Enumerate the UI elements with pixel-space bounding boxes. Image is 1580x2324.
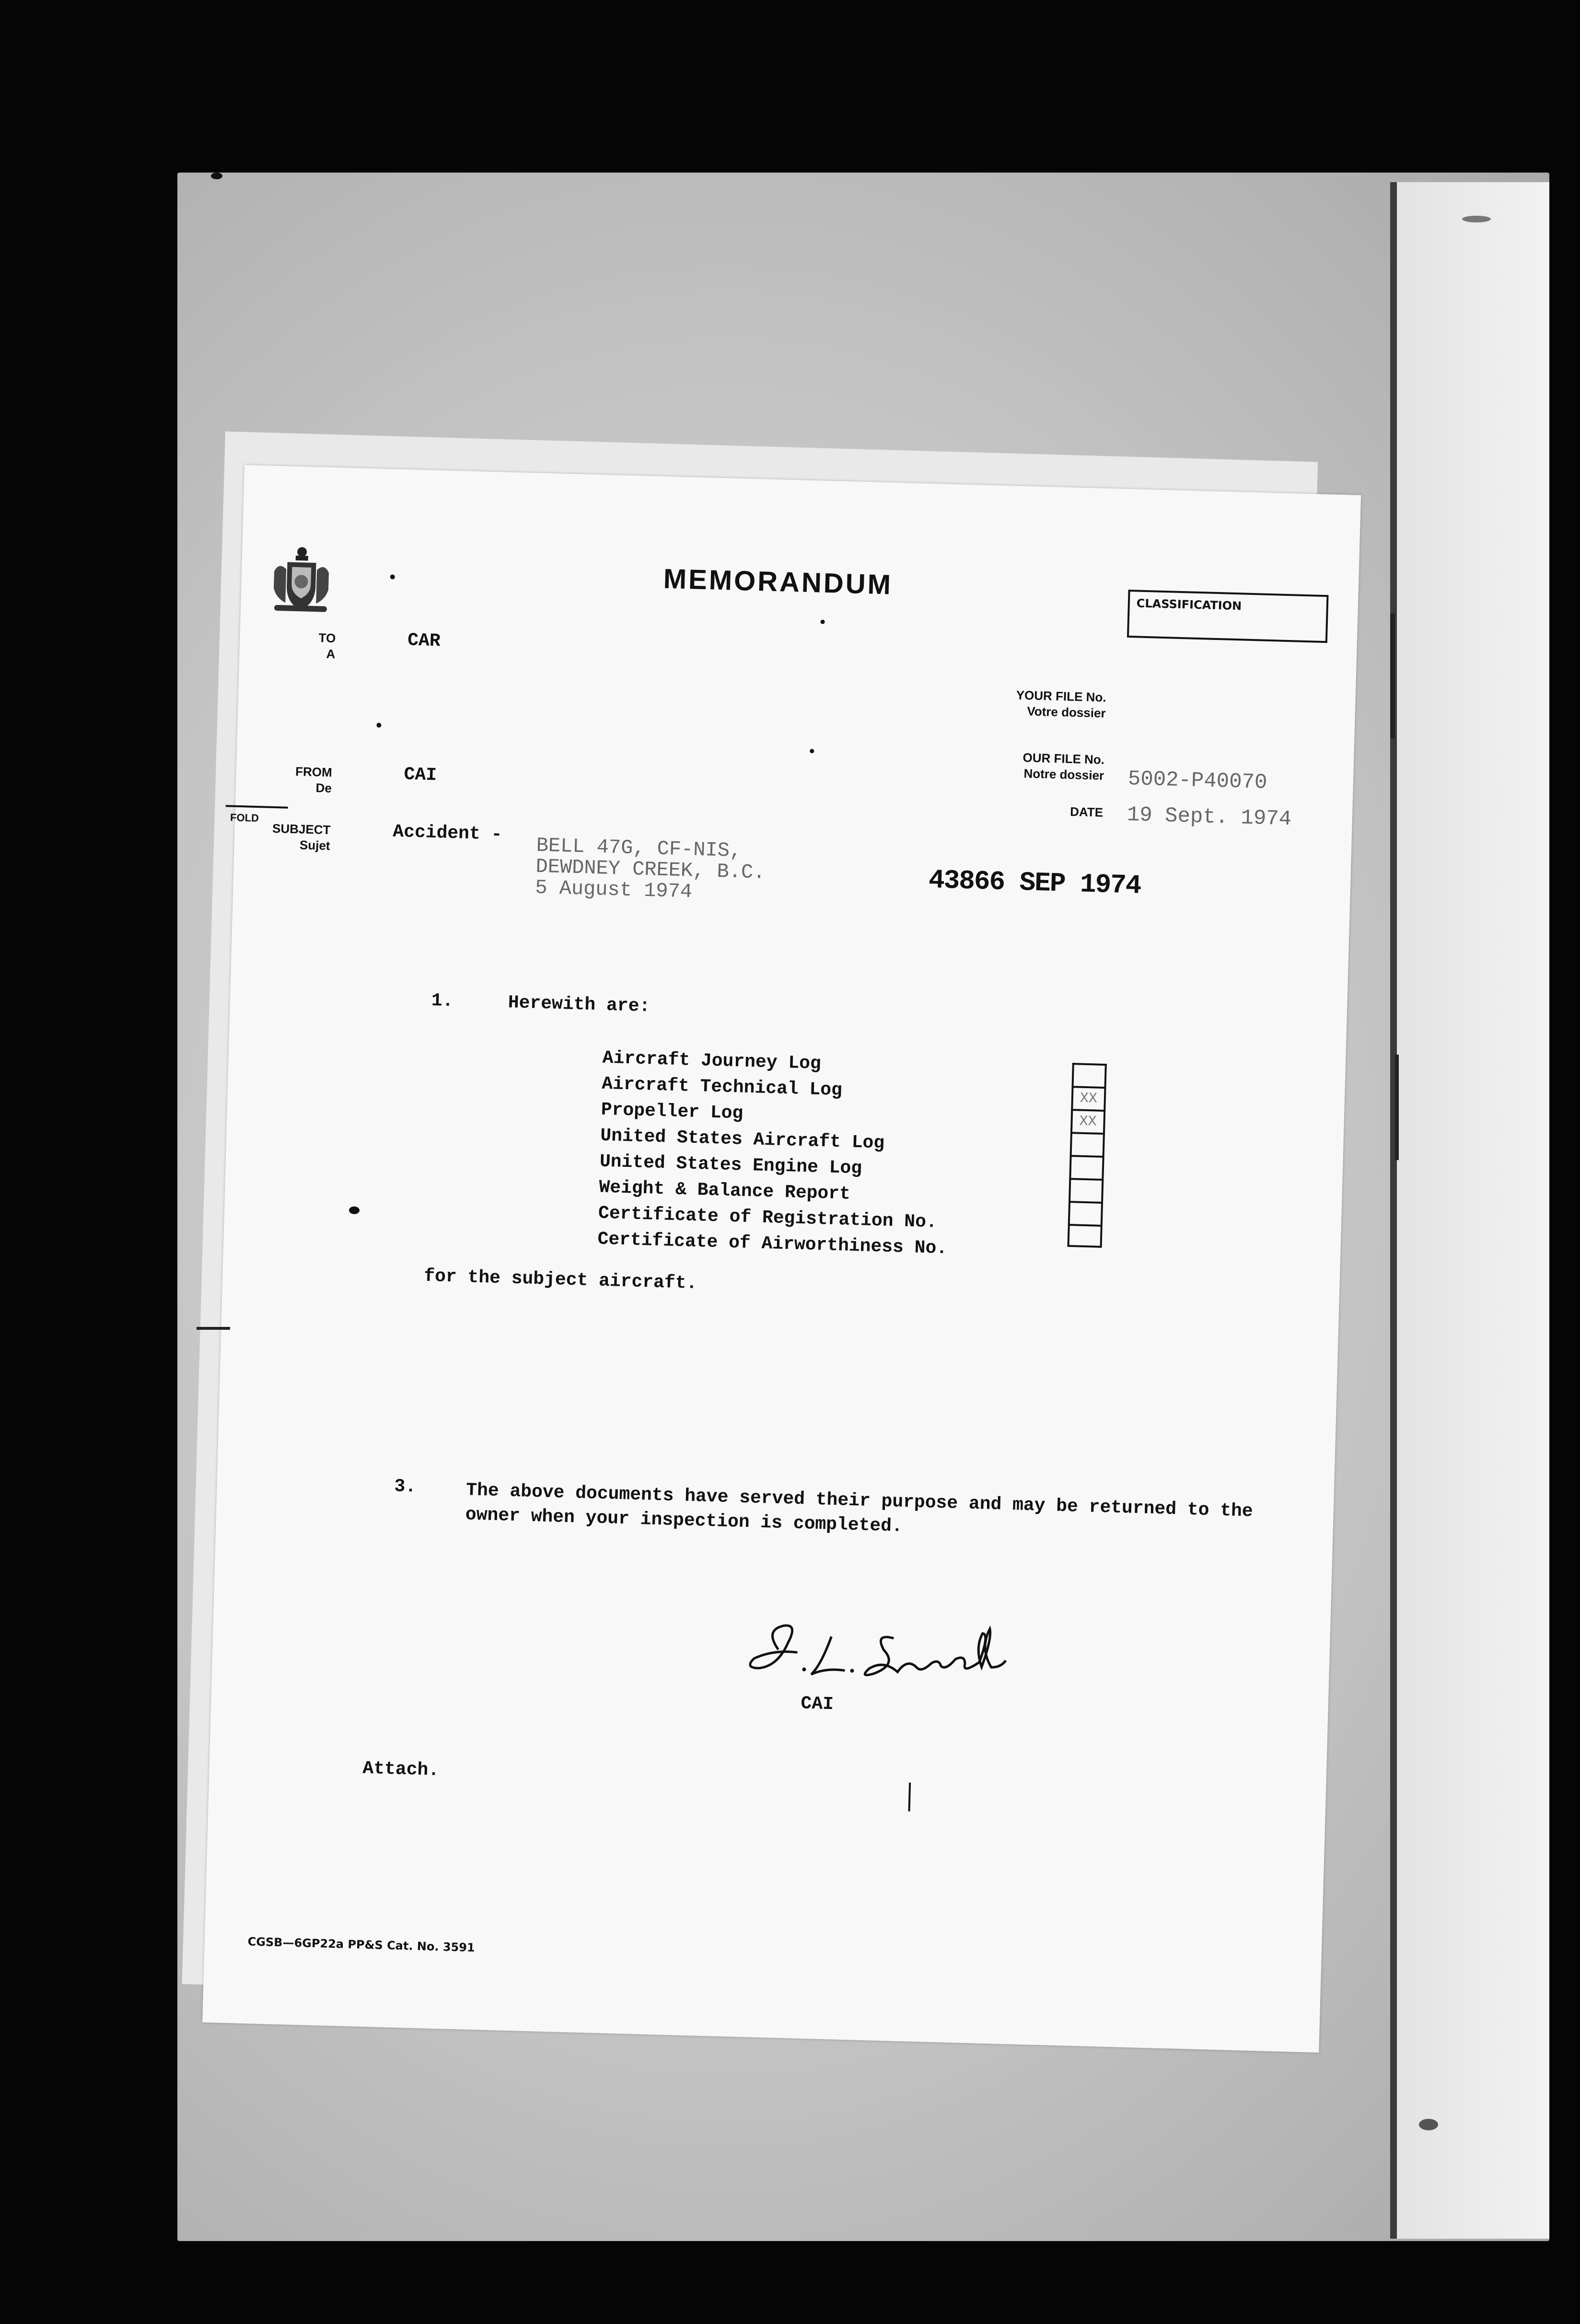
checkbox	[1068, 1201, 1103, 1225]
paper-speck	[390, 574, 395, 579]
our-file-label-fr: Notre dossier	[1023, 766, 1104, 783]
checkbox	[1069, 1178, 1104, 1202]
your-file-label-fr: Votre dossier	[1027, 703, 1106, 720]
our-file-label-en: OUR FILE No.	[1022, 750, 1105, 767]
checkbox: XX	[1071, 1086, 1106, 1110]
checkbox	[1068, 1224, 1103, 1248]
coat-of-arms-icon	[269, 543, 334, 616]
paper-speck	[376, 723, 381, 728]
board-mark	[1395, 1055, 1399, 1160]
our-file-value: 5002-P40070	[1127, 767, 1267, 795]
list-item: Aircraft Journey Log	[602, 1047, 822, 1074]
subject-value: Accident -	[392, 821, 502, 845]
classification-label: CLASSIFICATION	[1136, 596, 1242, 613]
checkbox	[1072, 1063, 1107, 1087]
paper-speck	[820, 620, 825, 624]
classification-box	[1127, 590, 1329, 643]
checkbox	[1069, 1155, 1104, 1179]
list-item: Weight & Balance Report	[598, 1177, 851, 1205]
subject-label-en: SUBJECT	[272, 821, 331, 837]
list-item: Propeller Log	[601, 1099, 744, 1124]
board-speck	[1419, 2119, 1438, 2130]
subject-label-fr: Sujet	[299, 837, 331, 853]
board-speck	[211, 173, 222, 179]
para1-text: Herewith are:	[508, 992, 651, 1017]
your-file-label	[976, 686, 1106, 721]
to-label-en: TO	[318, 630, 336, 646]
subject-detail-line: BELL 47G, CF-NIS,	[536, 834, 742, 863]
to-label	[268, 628, 336, 662]
board-right-panel	[1397, 182, 1549, 2239]
from-value: CAI	[404, 764, 437, 786]
from-label-fr: De	[315, 780, 332, 795]
margin-dash	[197, 1327, 230, 1330]
para3-body: The above documents have served their purpose and may be returned to the owner when your inspection is completed.	[465, 1480, 1254, 1537]
to-label-fr: A	[326, 646, 336, 661]
board-fold-edge	[1390, 182, 1397, 2239]
to-value: CAR	[407, 630, 441, 652]
subject-detail-line: 5 August 1974	[534, 876, 693, 904]
fold-label: FOLD	[230, 811, 259, 825]
list-item: Certificate of Airworthiness No.	[597, 1229, 948, 1259]
para1-number: 1.	[431, 990, 454, 1012]
board-speck	[1462, 216, 1491, 222]
paper-speck	[908, 1783, 911, 1812]
our-file-label	[975, 748, 1105, 783]
for-subject-text: for the subject aircraft.	[423, 1266, 697, 1294]
your-file-label-en: YOUR FILE No.	[1016, 687, 1106, 705]
para3-text	[465, 1478, 1281, 1549]
date-label: DATE	[1069, 804, 1104, 820]
list-item: United States Engine Log	[599, 1151, 862, 1179]
board-mark	[1390, 614, 1395, 738]
paper-speck	[810, 749, 814, 753]
form-number: CGSB—6GP22a PP&S Cat. No. 3591	[247, 1935, 476, 1955]
list-item: Certificate of Registration No.	[598, 1203, 938, 1233]
para3-number: 3.	[394, 1476, 417, 1498]
document-list	[597, 1046, 953, 1262]
from-label	[264, 763, 332, 796]
attach-label: Attach.	[362, 1758, 440, 1781]
checkbox	[1070, 1132, 1105, 1156]
signature-image	[748, 1615, 1047, 1695]
paper-speck	[349, 1206, 360, 1214]
memo-title: MEMORANDUM	[663, 563, 893, 601]
checkbox: XX	[1070, 1109, 1105, 1133]
subject-label	[263, 820, 331, 853]
subject-detail-line: DEWDNEY CREEK, B.C.	[535, 855, 766, 884]
memorandum-sheet	[202, 465, 1361, 2053]
signature-title: CAI	[800, 1693, 834, 1715]
list-item: United States Aircraft Log	[600, 1125, 885, 1154]
list-item: Aircraft Technical Log	[601, 1073, 843, 1101]
checkbox-column	[1068, 1063, 1107, 1248]
date-value: 19 Sept. 1974	[1127, 803, 1292, 832]
fold-line	[226, 805, 288, 809]
subject-detail	[535, 835, 766, 905]
received-stamp: 43866 SEP 1974	[928, 864, 1141, 901]
from-label-en: FROM	[295, 764, 333, 780]
